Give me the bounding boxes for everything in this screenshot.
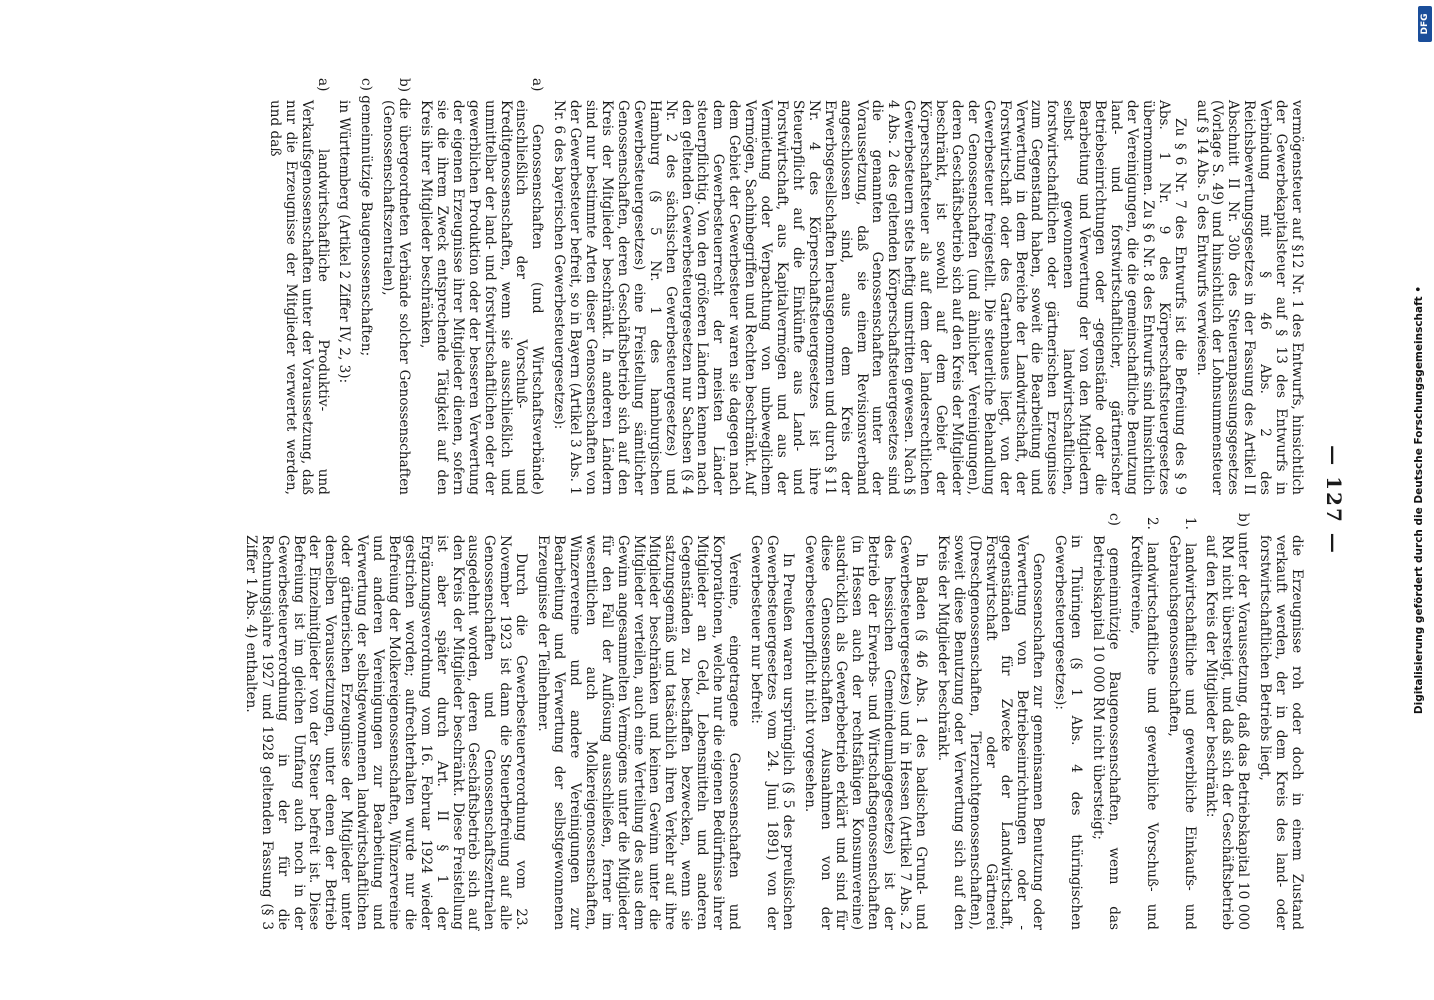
dfg-logo <box>1418 6 1432 42</box>
paragraph: Genossenschaften zur gemeinsamen Benutzung oder Verwertung von Betriebseinrichtungen oder -gegenständen für Zwecke der Landwirtschaft, Forstwirtschaft oder Gärtnerei (Dreschgenossenschaften, Tierzuchtgenossenschaften), soweit diese Benutzung oder Verwertung sich auf den Kreis der Mitglieder beschränkt. <box>934 535 1047 930</box>
list-item: b) unter der Voraussetzung, daß das Betriebskapital 10 000 RM nicht übersteigt, und daß sich der Geschäftsbetrieb auf den Kreis der Mitglieder beschränkt: <box>1203 513 1252 930</box>
paragraph: Vereine, eingetragene Genossenschaften und Korporationen, welche nur die eigenen Bedürfnisse ihrer Mitglieder an Geld, Lebensmitteln und anderen Gegenständen zu beschaffen bezwecken, wenn sie satzungsgemäß und tatsächlich ihren Verkehr auf ihre Mitglieder beschränken und keinen Gewinn unter die Mitglieder verteilen, auch eine Verteilung des aus dem Gewinn angesammelten Vermögens unter die Mitglieder für den Fall der Auflösung ausschließen, ferner im wesentlichen auch Molkereigenossenschaften, Winzervereine und andere Vereinigungen zur Bearbeitung und Verwertung der selbstgewonnenen Erzeugnisse der Teilnehmer. <box>535 535 742 930</box>
list-item: c) gemeinnützige Baugenossenschaften, wenn das Betriebskapital 10 000 RM nicht übersteigt; <box>1090 513 1122 930</box>
list-item: a) landwirtschaftliche Produktiv- und Verkaufsgenossenschaften unter der Voraussetzung, daß nur die Erzeugnisse der Mitglieder verwertet werden, und daß <box>266 78 331 495</box>
page-number: — 127 — <box>1322 445 1346 555</box>
right-column <box>236 513 1305 930</box>
dfg-logo-text: DFG <box>1420 13 1430 35</box>
paragraph: in Württemberg (Artikel 2 Ziffer IV, 2, 3): <box>336 100 353 384</box>
digitization-credit <box>1405 0 1433 1000</box>
list-item: a) Genossenschaften (und Wirtschaftsverbände) einschließlich der Vorschuß- und Kreditgenossenschaften, wenn sie ausschließlich und unmittelbar der land- und forstwirtschaftlichen oder der gewerblichen Produktion oder der besseren Verwertung der eigenen Erzeugnisse ihrer Mitglieder dienen, sofern sie die ihrem Zweck entsprechende Tätigkeit auf den Kreis ihrer Mitglieder beschränken, <box>418 78 546 495</box>
paragraph: In Baden (§ 46 Abs. 1 des badischen Grund- und Gewerbesteuergesetzes) und in Hessen (Artikel 7 Abs. 2 des hessischen Gemeindeumlagegesetzes) ist der Betrieb der Erwerbs- und Wirtschaftsgenossenschaften (in Hessen auch der rechtsfähigen Konsumvereine) ausdrücklich als Gewerbebetrieb erklärt und sind für diese Genossenschaften Ausnahmen von der Gewerbesteuerpflicht nicht vorgesehen. <box>801 535 929 930</box>
list-item: b) die übergeordneten Verbände solcher Genossenschaften (Genossenschaftszentralen), <box>380 78 413 495</box>
paragraph: in Thüringen (§ 1 Abs. 4 des thüringischen Gewerbesteuergesetzes): <box>1052 535 1085 930</box>
list-item: c) gemeinnützige Baugenossenschaften; <box>358 78 375 357</box>
paragraph: Durch die Gewerbesteuerverordnung vom 23. November 1923 ist dann die Steuerbefreiung auf alle Genossenschaften und Genossenschaftszentralen ausgedehnt worden, deren Geschäftsbetrieb sich auf den Kreis der Mitglieder beschränkt. Diese Freistellung ist aber später durch Art. II § 1 der Ergänzungsverordnung vom 16. Februar 1924 wieder gestrichen worden; aufrechterhalten wurde nur die Befreiung der Molkereigenossenschaften, Winzervereine und anderen Vereinigungen zur Bearbeitung und Verwertung der selbstgewonnenen landwirtschaftlichen oder gärtnerischen Erzeugnisse der Mitglieder unter denselben Voraussetzungen, unter denen der Betrieb der Einzelmitglieder von der Steuer befreit ist. Diese Befreiung ist im gleichen Umfang auch noch in der Gewerbesteuerverordnung in der für die Rechnungsjahre 1927 und 1928 geltenden Fassung (§ 3 Ziffer 1 Abs. 4) enthalten. <box>242 535 530 930</box>
paragraph: In Preußen waren ursprünglich (§ 5 des preußischen Gewerbesteuergesetzes vom 24. Juni 1891) von der Gewerbesteuer nur befreit: <box>747 535 796 930</box>
paragraph: vermögensteuer auf §12 Nr. 1 des Entwurfs, hinsichtlich der Gewerbekapitalsteuer auf § 13 des Entwurfs in Verbindung mit § 46 Abs. 2 des Reichsbewertungsgesetzes in der Fassung des Artikel II Abschnitt II Nr. 30b des Steueranpassungsgesetzes (Vorlage S. 49) und hinsichtlich der Lohnsummensteuer auf § 14 Abs. 5 des Entwurfs verwiesen. <box>1193 100 1305 495</box>
left-column <box>260 78 1305 495</box>
paragraph: Zu § 6 Nr. 7 des Entwurfs ist die Befreiung des § 9 Abs. 1 Nr. 9 des Körperschaftsteuergesetzes übernommen. Zu § 6 Nr. 8 des Entwurfs sind hinsichtlich der Vereinigungen, die die gemeinschaftliche Benutzung land- und forstwirtschaftlicher, gärtnerischer Betriebseinrichtungen oder -gegenstände oder die Bearbeitung und Verwertung der von den Mitgliedern selbst gewonnenen landwirtschaftlichen, forstwirtschaftlichen oder gärtnerischen Erzeugnisse zum Gegenstand haben, soweit die Bearbeitung und Verwertung in dem Bereiche der Landwirtschaft, der Forstwirtschaft oder des Gartenbaues liegt, von der Gewerbesteuer freigestellt. Die steuerliche Behandlung der Genossenschaften (und ähnlicher Vereinigungen), deren Geschäftsbetrieb sich auf den Kreis der Mitglieder beschränkt, ist sowohl auf dem Gebiet der Körperschaftsteuer als auf dem der landesrechtlichen Gewerbesteuern stets heftig umstritten gewesen. Nach § 4 Abs. 2 des geltenden Körperschaftsteuergesetzes sind die genannten Genossenschaften unter der Voraussetzung, daß sie einem Revisionsverband angeschlossen sind, aus dem Kreis der Erwerbsgesellschaften herausgenommen und durch § 11 Nr. 4 des Körperschaftsteuergesetzes ist ihre Steuerpflicht auf die Einkünfte aus Land- und Forstwirtschaft, aus Kapitalvermögen und aus der Vermietung oder Verpachtung von unbeweglichem Vermögen, Sachinbegriffen und Rechten beschränkt. Auf dem Gebiet der Gewerbesteuer waren sie dagegen nach dem Gewerbesteuerrecht der meisten Länder steuerpflichtig. Von den größeren Ländern kennen nach den geltenden Gewerbesteuergesetzen nur Sachsen (§ 4 Nr. 2 des sächsischen Gewerbesteuergesetzes) und Hamburg (§ 5 Nr. 1 des hamburgischen Gewerbesteuergesetzes) eine Freistellung sämtlicher Genossenschaften, deren Geschäftsbetrieb sich auf den Kreis der Mitglieder beschränkt. In anderen Ländern sind nur bestimmte Arten dieser Genossenschaften von der Gewerbesteuer befreit, so in Bayern (Artikel 3 Abs. 1 Nr. 6 des bayerischen Gewerbesteuergesetzes): <box>551 100 1188 495</box>
list-item: 1. landwirtschaftliche und gewerbliche Einkaufs- und Gebrauchsgenossenschaften, <box>1165 517 1198 930</box>
credit-text: Digitalisierung gefördert durch die Deutsche Forschungsgemeinschaft • <box>1413 285 1425 715</box>
paragraph: die Erzeugnisse roh oder doch in einem Zustand verkauft werden, der in dem Kreis des land- oder forstwirtschaftlichen Betriebs liegt, <box>1257 535 1305 930</box>
list-item: 2. landwirtschaftliche und gewerbliche Vorschuß- und Kreditvereine, <box>1127 517 1160 930</box>
